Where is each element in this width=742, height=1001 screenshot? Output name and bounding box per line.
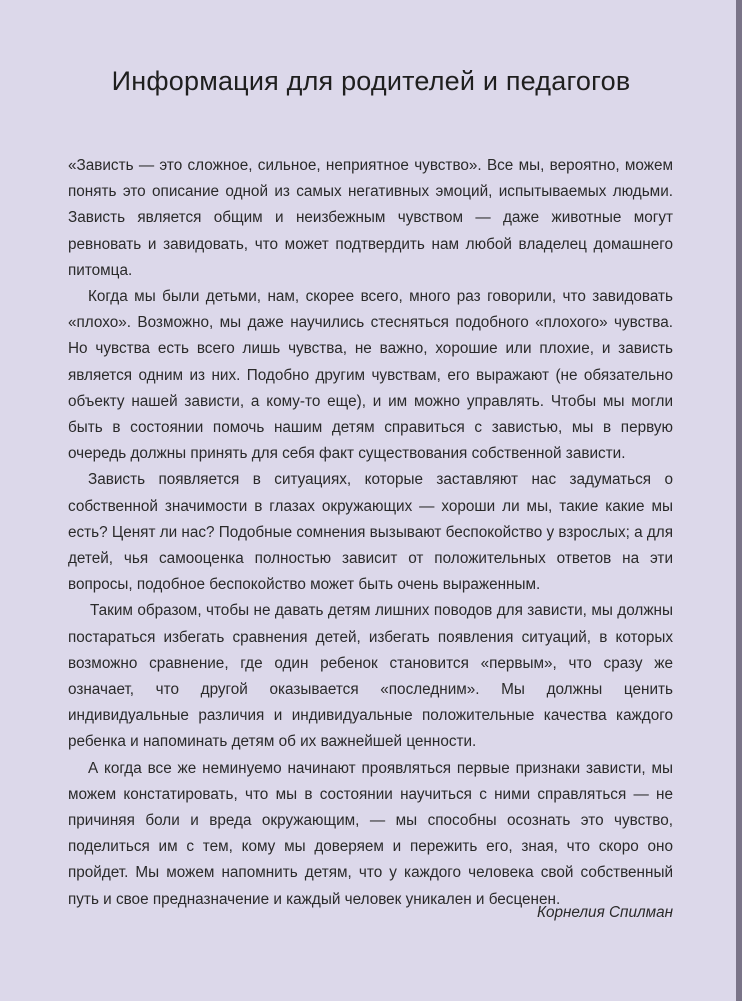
paragraph-2: Когда мы были детьми, нам, скорее всего, много раз говорили, что завидовать «плохо». Возможно, мы даже научились стесняться подобного «плохого» чувства. Но чувства есть всего лишь чувства, не важно, хорошие или плохие, и зависть является одним из них. Подобно другим чувствам, его выражают (не обязательно объекту нашей зависти, а кому-то еще), и им можно управлять. Чтобы мы могли быть в состоянии помочь нашим детям справиться с завистью, мы в первую очередь должны принять для себя факт существования собственной зависти. [68, 288, 673, 463]
paragraph-1: «Зависть — это сложное, сильное, неприятное чувство». Все мы, вероятно, можем понять это описание одной из самых негативных эмоций, испытываемых людьми. Зависть является общим и неизбежным чувством — даже животные могут ревновать и завидовать, что может подтвердить нам любой владелец домашнего питомца. [68, 157, 673, 279]
page-edge-shadow [736, 0, 742, 1001]
paragraph-5: А когда все же неминуемо начинают проявляться первые признаки зависти, мы можем констатировать, что мы в состоянии научиться с ними справляться — не причиняя боли и вреда окружающим, — мы способны осознать это чувство, поделиться им с тем, кому мы доверяем и пережить его, зная, что скоро оно пройдет. Мы можем напомнить детям, что у каждого человека свой собственный путь и свое предназначение и каждый человек уникален и бесценен. [68, 759, 673, 908]
paragraph-3: Зависть появляется в ситуациях, которые заставляют нас задуматься о собственной значимости в глазах окружающих — хороши ли мы, такие какие мы есть? Ценят ли нас? Подобные сомнения вызывают беспокойство у взрослых; а для детей, чья самооценка полностью зависит от положительных ответов на эти вопросы, подобное беспокойство может быть очень выраженным. [68, 471, 673, 594]
article-body [68, 153, 673, 913]
author-signature: Корнелия Спилман [536, 904, 673, 921]
paragraph-4: Таким образом, чтобы не давать детям лишних поводов для зависти, мы должны постараться избегать сравнения детей, избегать появления ситуаций, в которых возможно сравнение, где один ребенок становится «первым», что сразу же означает, что другой оказывается «последним». Мы должны ценить индивидуальные различия и индивидуальные положительные качества каждого ребенка и напоминать детям об их важнейшей ценности. [68, 602, 673, 751]
page-title: Информация для родителей и педагогов [111, 66, 631, 96]
